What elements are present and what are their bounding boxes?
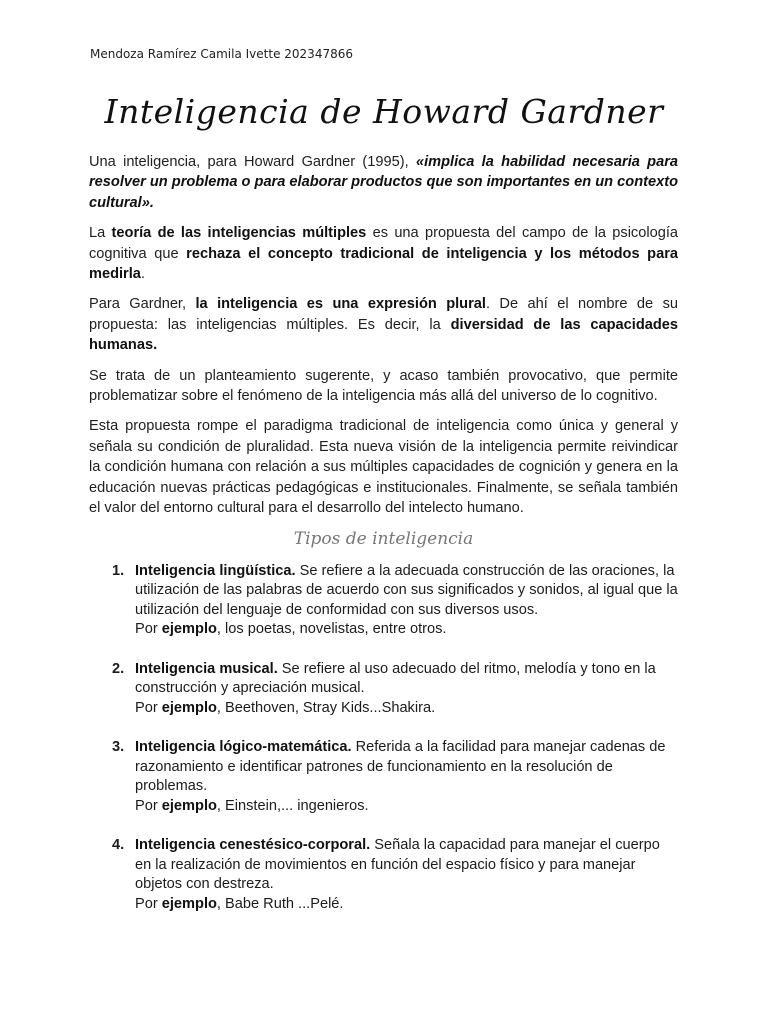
example-prefix: Por — [135, 699, 162, 716]
bold-text: la inteligencia es una expresión plural — [195, 296, 486, 313]
document-body — [89, 152, 678, 934]
paragraph-theory — [89, 223, 678, 284]
item-description: Se refiere a la adecuada construcción de las oraciones, la utilización de las palabras de acuerdo con sus significados y sonidos, al igual que la utilización del lenguaje de conformidad con sus diversos usos. — [135, 562, 678, 618]
example-prefix: Por — [135, 621, 162, 637]
example-label: ejemplo — [161, 621, 217, 637]
list-item — [89, 738, 678, 816]
author-header: Mendoza Ramírez Camila Ivette 202347866 — [90, 47, 353, 61]
item-name: Inteligencia cenestésico-corporal. — [135, 837, 371, 853]
list-number: 1. — [112, 562, 125, 579]
list-number: 2. — [112, 660, 125, 677]
list-number: 4. — [112, 837, 125, 853]
item-description: Referida a la facilidad para manejar cadenas de razonamiento e identificar patrones de funcionamiento en la resolución de problemas. — [135, 739, 666, 794]
intelligence-list — [89, 562, 678, 915]
quote-text: «implica la habilidad necesaria para resolver un problema o para elaborar productos que son importantes en un contexto cultural». — [89, 154, 678, 211]
list-number: 3. — [112, 739, 125, 755]
paragraph-text: . — [140, 266, 145, 283]
document-title: Inteligencia de Howard Gardner — [104, 92, 664, 131]
item-name: Inteligencia musical. — [135, 660, 278, 677]
paragraph-definition — [89, 152, 678, 213]
bold-text: diversidad de las capacidades humanas. — [89, 316, 679, 354]
paragraph-text: es una propuesta del campo de la psicología cognitiva que — [89, 225, 678, 262]
item-name: Inteligencia lógico-matemática. — [135, 739, 352, 755]
list-item — [89, 836, 678, 914]
example-text: , Einstein,... ingenieros. — [216, 797, 369, 814]
example-prefix: Por — [135, 797, 162, 814]
paragraph-text: . De ahí el nombre de su propuesta: las inteligencias múltiples. Es decir, la — [89, 296, 679, 333]
example-label: ejemplo — [161, 699, 217, 716]
item-name: Inteligencia lingüística. — [135, 562, 296, 579]
example-prefix: Por — [135, 895, 162, 912]
list-item — [89, 562, 678, 640]
paragraph-text: La — [89, 225, 112, 242]
item-description: Se refiere al uso adecuado del ritmo, melodía y tono en la construcción y apreciación musical. — [135, 660, 656, 696]
list-item — [89, 660, 678, 719]
example-text: , Beethoven, Stray Kids...Shakira. — [216, 699, 436, 716]
paragraph-text: Una inteligencia, para Howard Gardner (1995), — [89, 154, 416, 170]
paragraph-paradigm: Esta propuesta rompe el paradigma tradicional de inteligencia como única y general y señala su condición de pluralidad. Esta nueva visión de la inteligencia permite reivindicar la condición humana con relación a sus múltiples capacidades de cognición y genera en la educación nuevas prácticas pedagógicas e institucionales. Finalmente, se señala también el valor del entorno cultural para el desarrollo del intelecto humano. — [89, 418, 678, 517]
section-subtitle: Tipos de inteligencia — [293, 528, 474, 549]
example-text: , los poetas, novelistas, entre otros. — [216, 621, 447, 637]
example-label: ejemplo — [161, 797, 217, 814]
paragraph-plural — [89, 294, 678, 355]
paragraph-text: Para Gardner, — [89, 296, 196, 313]
example-text: , Babe Ruth ...Pelé. — [216, 895, 344, 912]
example-label: ejemplo — [161, 895, 217, 912]
bold-text: rechaza el concepto tradicional de inteligencia y los métodos para medirla — [89, 245, 678, 283]
bold-text: teoría de las inteligencias múltiples — [111, 225, 367, 242]
paragraph-approach: Se trata de un planteamiento sugerente, y acaso también provocativo, que permite problematizar sobre el fenómeno de la inteligencia más allá del universo de lo cognitivo. — [89, 367, 678, 405]
item-description: Señala la capacidad para manejar el cuerpo en la realización de movimientos en función del espacio físico y para manejar objetos con destreza. — [135, 837, 660, 892]
